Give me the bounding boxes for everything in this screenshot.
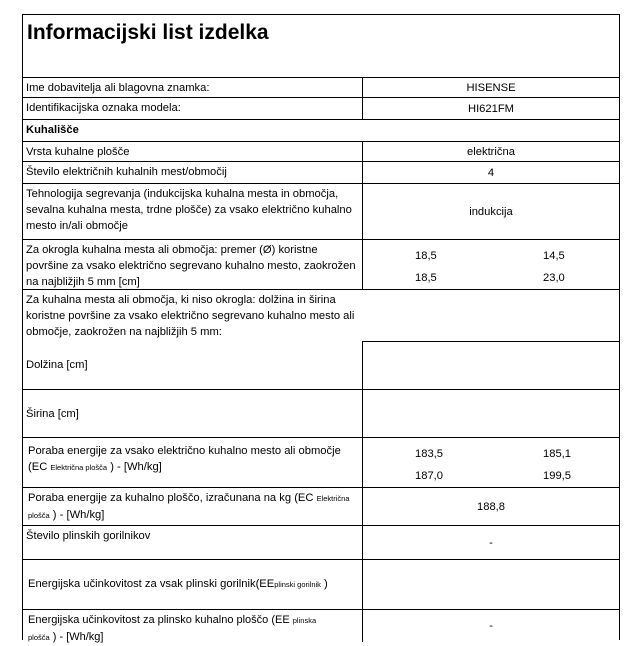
width-value	[363, 390, 619, 438]
gas-burners-value: -	[489, 537, 493, 549]
gas-eff-hob-row	[23, 609, 619, 642]
page-title: Informacijski list izdelka	[27, 21, 269, 44]
noncircular-row	[23, 289, 619, 342]
ec-zone-label: Poraba energije za vsako električno kuhalno mesto ali območje (EC Električna plošča ) - [Wh/kg]	[23, 438, 363, 488]
ec-zone-values	[363, 438, 619, 488]
model-label: Identifikacijska oznaka modela:	[23, 98, 363, 120]
gas-burners-label: Število plinskih gorilnikov	[23, 526, 363, 560]
technology-value: indukcija	[469, 206, 513, 218]
gas-eff-hob-value: -	[489, 620, 493, 632]
width-row	[23, 389, 619, 438]
hob-type-row	[23, 141, 619, 162]
model-value: HI621FM	[467, 103, 514, 115]
ec-zone-value: 187,0	[415, 470, 443, 482]
section-heading: Kuhališče	[26, 124, 79, 136]
diameter-value: 14,5	[543, 250, 565, 262]
supplier-label: Ime dobavitelja ali blagovna znamka:	[23, 78, 363, 98]
diameter-label: Za okrogla kuhalna mesta ali območja: premer (Ø) koristne površine za vsako električno segrevano kuhalno mesto, zaokrožen na najbližjih 5 mm [cm]	[23, 240, 363, 290]
diameter-value: 18,5	[415, 250, 437, 262]
ec-zone-value: 185,1	[543, 448, 571, 460]
length-value	[363, 341, 619, 389]
supplier-row	[23, 77, 619, 98]
length-row	[23, 341, 619, 389]
gas-eff-burner-label: Energijska učinkovitost za vsak plinski gorilnik(EEplinski gorilnik )	[23, 560, 363, 610]
noncircular-label: Za kuhalna mesta ali območja, ki niso okrogla: dolžina in širina koristne površine za vsako električno segrevano kuhalno mesto ali območje, zaokrožen na najbližjih 5 mm:	[26, 294, 355, 338]
length-label: Dolžina [cm]	[23, 341, 363, 389]
hob-type-value: električna	[467, 146, 515, 158]
technology-label: Tehnologija segrevanja (indukcijska kuhalna mesta in območja, sevalna kuhalna mesta, trdne plošče) za vsako električno kuhalno mesto in/ali območje	[23, 184, 363, 240]
ec-hob-row	[23, 487, 619, 526]
hob-type-label: Vrsta kuhalne plošče	[23, 142, 363, 162]
gas-eff-burner-row	[23, 559, 619, 610]
technology-row	[23, 183, 619, 240]
gas-burners-row	[23, 525, 619, 560]
product-information-sheet	[22, 14, 620, 643]
title-row	[23, 15, 619, 77]
diameter-row	[23, 239, 619, 290]
ec-zone-row	[23, 437, 619, 488]
ec-hob-label: Poraba energije za kuhalno ploščo, izračunana na kg (EC Električna plošča ) - [Wh/kg]	[23, 488, 363, 526]
diameter-value: 23,0	[543, 272, 565, 284]
ec-zone-value: 183,5	[415, 448, 443, 460]
zones-count-row	[23, 161, 619, 184]
model-row	[23, 97, 619, 120]
supplier-value: HISENSE	[466, 82, 516, 94]
zones-count-label: Število električnih kuhalnih mest/območij	[23, 162, 363, 184]
width-label: Širina [cm]	[23, 390, 363, 438]
ec-hob-value: 188,8	[477, 501, 505, 513]
gas-eff-hob-label: Energijska učinkovitost za plinsko kuhalno ploščo (EE plinska plošča ) - [Wh/kg]	[23, 610, 363, 642]
section-row	[23, 119, 619, 142]
diameter-value: 18,5	[415, 272, 437, 284]
zones-count-value: 4	[487, 167, 495, 179]
ec-zone-value: 199,5	[543, 470, 571, 482]
diameter-values	[363, 240, 619, 290]
gas-eff-burner-value	[363, 560, 619, 610]
